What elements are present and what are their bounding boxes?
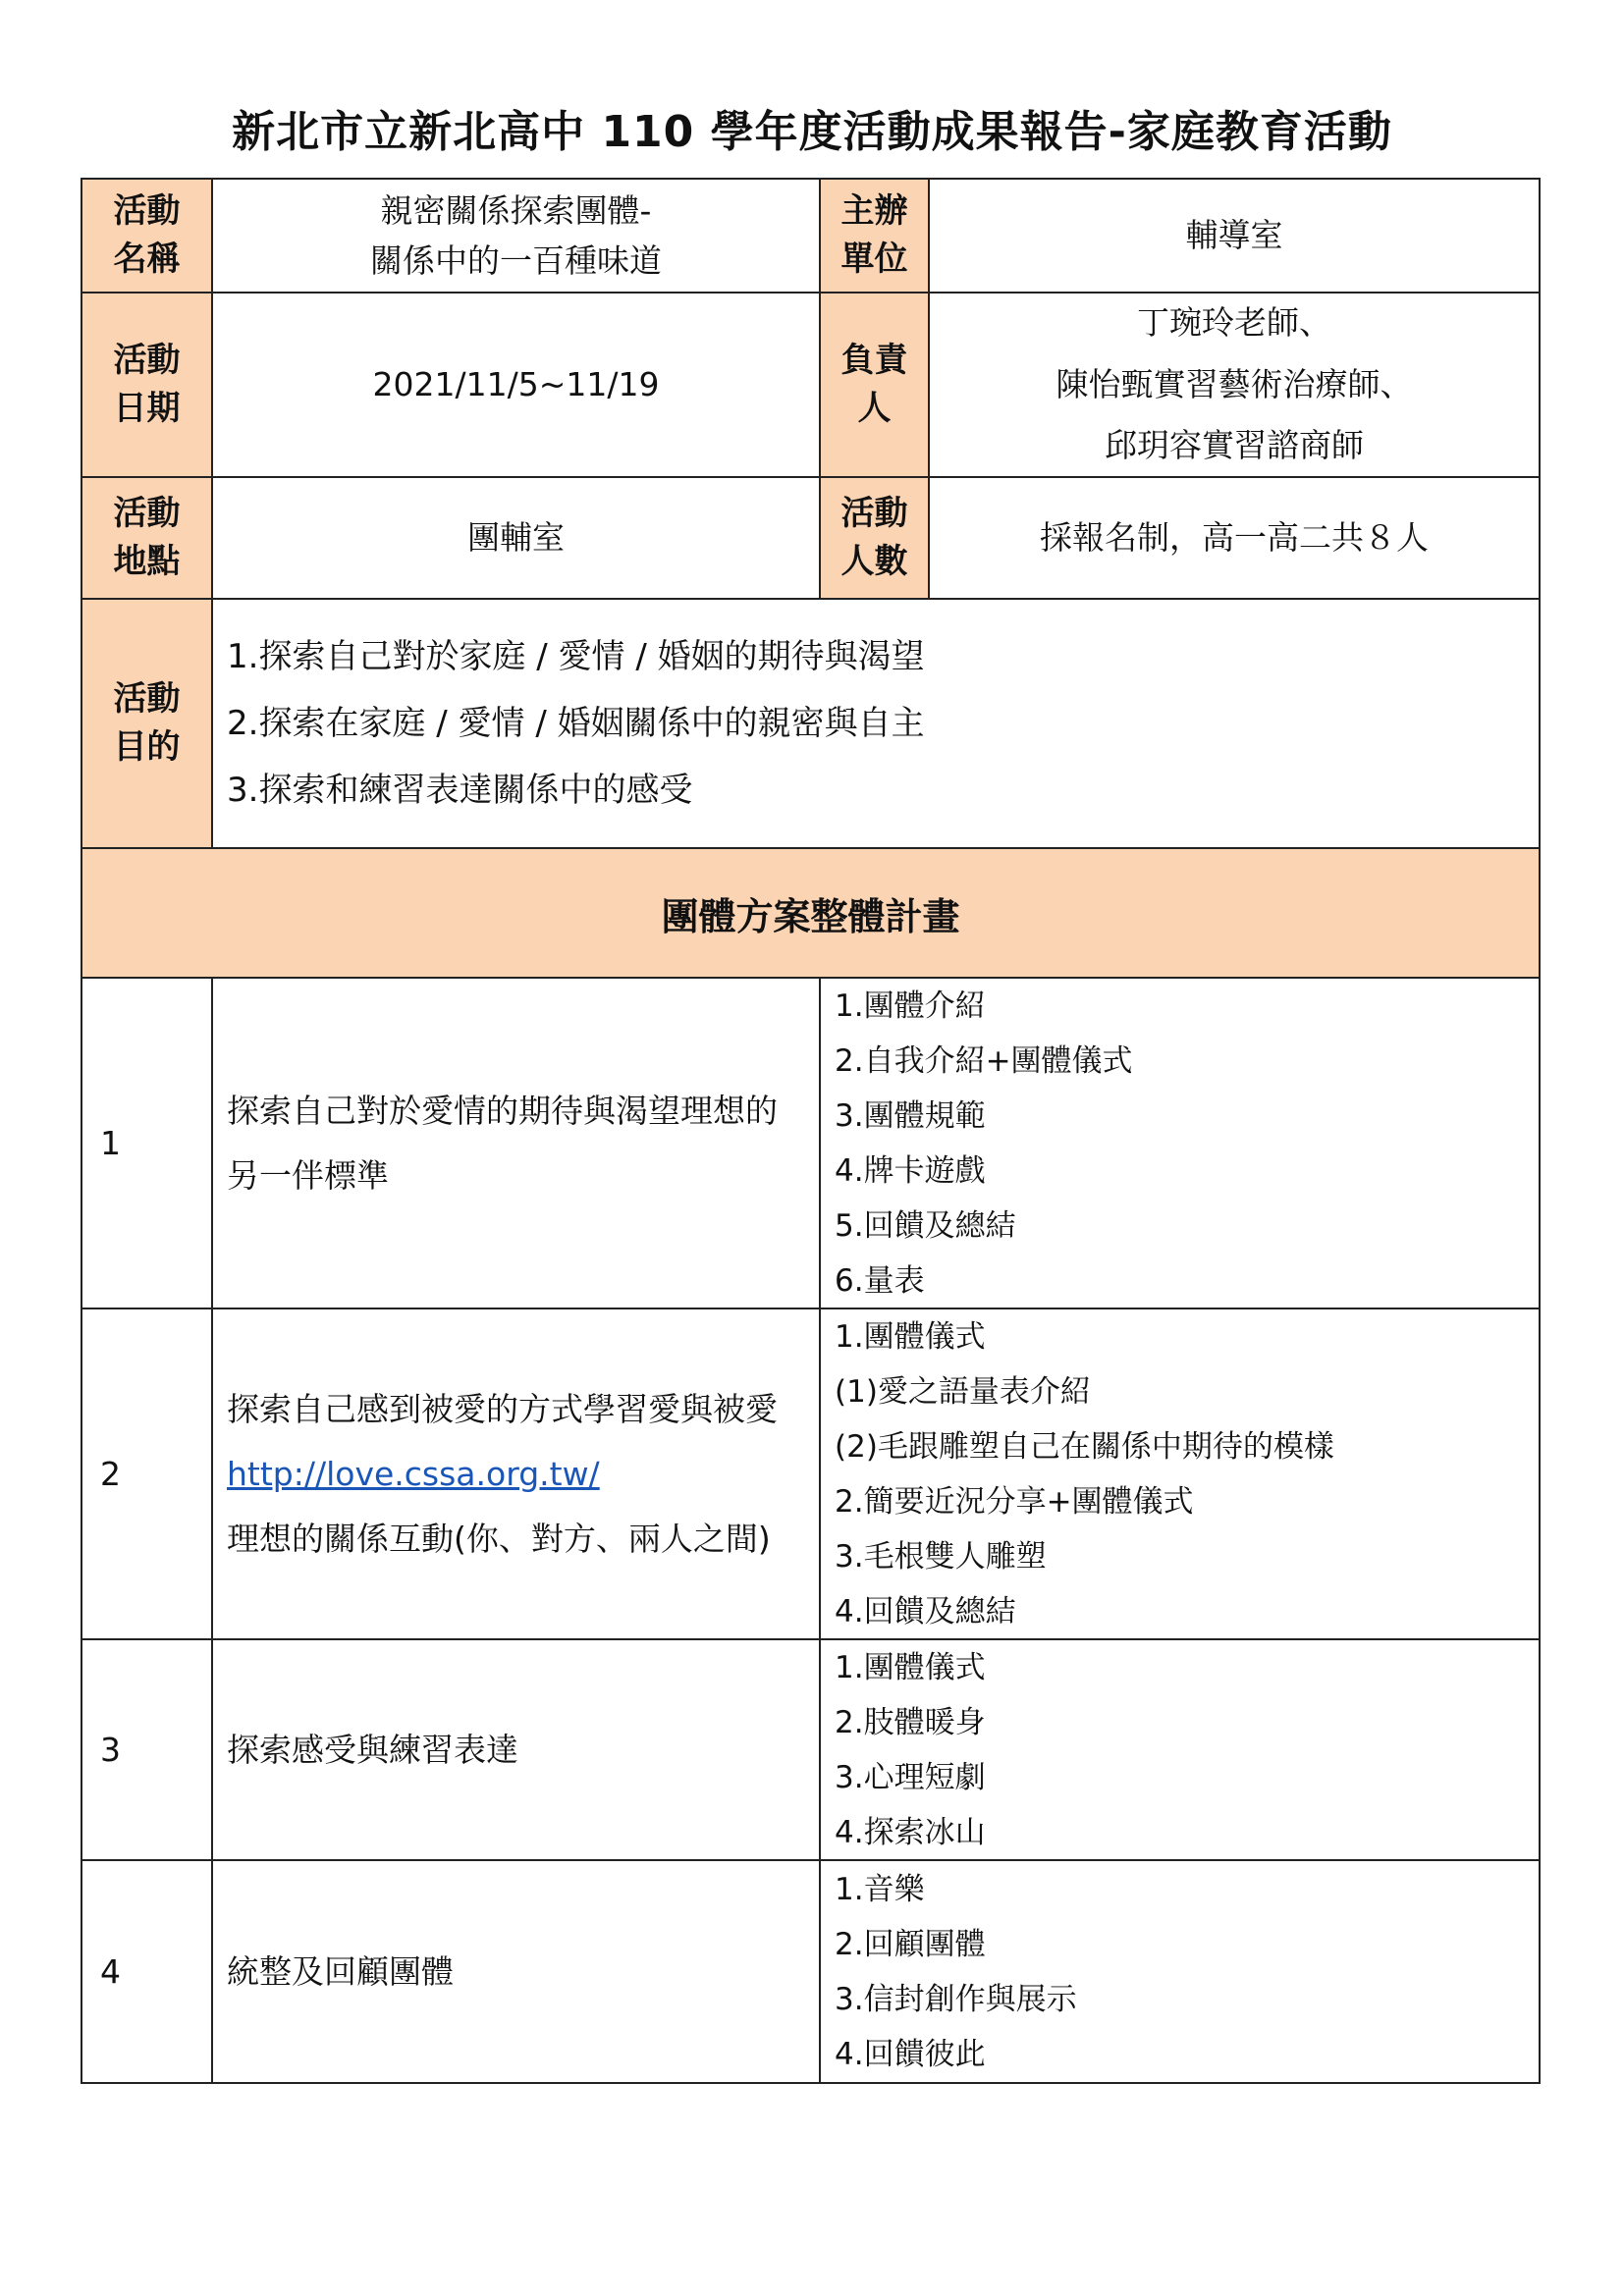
session-number-text: 4 <box>100 1952 121 1991</box>
participant-count-label <box>819 476 930 600</box>
page-title: 新北市立新北高中 110 學年度活動成果報告-家庭教育活動 <box>232 107 1392 157</box>
step-item: 1.團體介紹 <box>835 988 986 1024</box>
label-line: 活動 <box>113 190 181 231</box>
value-text: 採報名制，高一高二共８人 <box>1040 518 1429 558</box>
label-line: 活動 <box>113 678 181 719</box>
session-number <box>81 1308 213 1640</box>
label-line: 活動 <box>113 493 181 533</box>
host-unit-label <box>819 178 930 294</box>
step-item: 3.心理短劇 <box>835 1759 986 1795</box>
session-theme-text: 統整及回顧團體 <box>227 1951 454 1991</box>
label-line: 地點 <box>113 542 181 581</box>
step-item: 2.回顧團體 <box>835 1926 986 1962</box>
activity-purpose-list <box>211 598 1541 849</box>
value-line: 親密關係探索團體- <box>380 190 652 230</box>
label-line: 人數 <box>840 542 908 581</box>
purpose-item: 1.探索自己對於家庭 / 愛情 / 婚姻的期待與渴望 <box>227 637 925 676</box>
step-item: 4.回饋及總結 <box>835 1593 1016 1629</box>
session-number-text: 2 <box>100 1455 121 1493</box>
label-line: 活動 <box>113 340 181 380</box>
session-theme-text: 理想的關係互動(你、對方、兩人之間) <box>227 1519 771 1558</box>
label-line: 目的 <box>113 727 181 767</box>
session-theme-text: 探索自己感到被愛的方式學習愛與被愛 <box>227 1389 778 1428</box>
label-line: 人 <box>857 389 892 428</box>
step-item: 2.簡要近況分享+團體儀式 <box>835 1483 1194 1520</box>
session-steps <box>819 977 1541 1309</box>
person-in-charge-label <box>819 292 930 478</box>
plan-section-heading <box>81 847 1541 979</box>
value-text: 輔導室 <box>1185 216 1283 255</box>
value-text: 團輔室 <box>467 518 565 558</box>
activity-date-label <box>81 292 213 478</box>
value-line: 關係中的一百種味道 <box>370 241 662 280</box>
session-number <box>81 1859 213 2084</box>
activity-place-value <box>211 476 821 600</box>
step-item: 2.肢體暖身 <box>835 1704 986 1740</box>
value-line: 陳怡甄實習藝術治療師、 <box>1056 364 1413 403</box>
session-theme <box>211 1859 821 2084</box>
session-theme <box>211 1308 821 1640</box>
step-item: 1.團體儀式 <box>835 1649 986 1685</box>
session-number <box>81 1638 213 1861</box>
step-item: 4.探索冰山 <box>835 1814 986 1850</box>
label-line: 活動 <box>840 493 908 533</box>
participant-count-value <box>928 476 1541 600</box>
purpose-item: 3.探索和練習表達關係中的感受 <box>227 771 693 810</box>
session-theme-text: 探索自己對於愛情的期待與渴望理想的另一伴標準 <box>227 1091 778 1195</box>
activity-purpose-label <box>81 598 213 849</box>
label-line: 單位 <box>840 240 908 279</box>
session-number-text: 3 <box>100 1731 121 1769</box>
activity-date-value <box>211 292 821 478</box>
step-item: (1)愛之語量表介紹 <box>835 1373 1091 1410</box>
purpose-item: 2.探索在家庭 / 愛情 / 婚姻關係中的親密與自主 <box>227 704 925 743</box>
step-item: 4.牌卡遊戲 <box>835 1152 986 1189</box>
session-theme <box>211 1638 821 1861</box>
step-item: 1.音樂 <box>835 1871 925 1907</box>
session-steps <box>819 1859 1541 2084</box>
resource-link[interactable]: http://love.cssa.org.tw/ <box>227 1454 600 1493</box>
step-item: 6.量表 <box>835 1262 925 1299</box>
session-steps <box>819 1308 1541 1640</box>
step-item: 3.毛根雙人雕塑 <box>835 1538 1047 1575</box>
value-line: 丁琬玲老師、 <box>1137 302 1331 342</box>
step-item: 1.團體儀式 <box>835 1318 986 1355</box>
activity-name-value <box>211 178 821 294</box>
value-text: 2021/11/5~11/19 <box>372 365 660 404</box>
step-item: 5.回饋及總結 <box>835 1207 1016 1244</box>
session-theme-text: 探索感受與練習表達 <box>227 1730 518 1769</box>
session-theme <box>211 977 821 1309</box>
activity-name-label <box>81 178 213 294</box>
label-line: 負責 <box>840 340 908 380</box>
step-item: 3.信封創作與展示 <box>835 1981 1077 2017</box>
label-line: 名稱 <box>113 240 181 279</box>
activity-place-label <box>81 476 213 600</box>
value-line: 邱玥容實習諮商師 <box>1105 426 1364 465</box>
step-item: 4.回饋彼此 <box>835 2036 986 2072</box>
host-unit-value <box>928 178 1541 294</box>
section-heading-text: 團體方案整體計畫 <box>661 894 960 938</box>
label-line: 日期 <box>113 389 181 428</box>
step-item: 2.自我介紹+團體儀式 <box>835 1042 1133 1079</box>
person-in-charge-value <box>928 292 1541 478</box>
step-item: (2)毛跟雕塑自己在關係中期待的模樣 <box>835 1428 1334 1465</box>
label-line: 主辦 <box>840 190 908 231</box>
session-steps <box>819 1638 1541 1861</box>
step-item: 3.團體規範 <box>835 1097 986 1134</box>
session-number-text: 1 <box>100 1124 121 1162</box>
session-number <box>81 977 213 1309</box>
